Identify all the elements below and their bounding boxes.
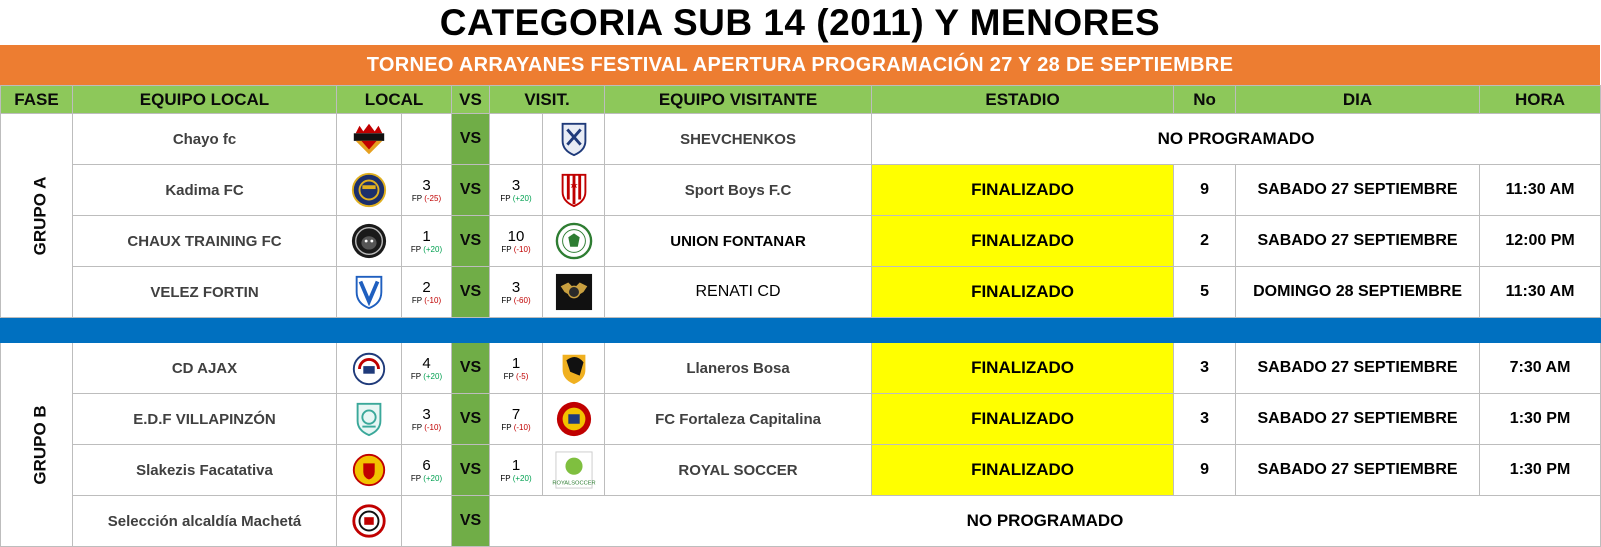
away-score-cell: [490, 267, 543, 318]
header-visit: VISIT.: [490, 86, 605, 114]
page-title: CATEGORIA SUB 14 (2011) Y MENORES: [439, 1, 1161, 43]
away-fp: FP (-60): [501, 295, 531, 305]
match-number: 3: [1174, 394, 1236, 445]
away-score-cell: [490, 114, 543, 165]
home-fp: FP (+20): [410, 244, 443, 254]
velez-fortin-logo-icon: [350, 273, 388, 311]
header-equipo-visitante: EQUIPO VISITANTE: [605, 86, 872, 114]
away-team: Sport Boys F.C: [605, 165, 872, 216]
home-score: 1: [422, 227, 431, 245]
match-time: 7:30 AM: [1480, 343, 1601, 394]
home-fp: FP (-10): [411, 295, 442, 305]
away-logo-cell: [543, 267, 605, 318]
away-fp: FP (-5): [503, 371, 529, 381]
home-logo-cell: [337, 394, 402, 445]
home-fp: FP (+20): [410, 473, 443, 483]
slakezis-logo-icon: [350, 451, 388, 489]
home-logo-cell: [337, 343, 402, 394]
away-team: SHEVCHENKOS: [605, 114, 872, 165]
edf-villapinzon-logo-icon: [350, 400, 388, 438]
match-row: [1, 114, 1601, 165]
union-fontanar-logo-icon: [555, 222, 593, 260]
vs-cell: VS: [452, 343, 490, 394]
home-score-cell: [402, 216, 452, 267]
match-day: SABADO 27 SEPTIEMBRE: [1236, 445, 1480, 496]
away-score-cell: [490, 343, 543, 394]
home-score: 2: [422, 278, 431, 296]
away-logo-cell: [543, 343, 605, 394]
away-logo-cell: [543, 165, 605, 216]
vs-cell: VS: [452, 114, 490, 165]
chaux-training-logo-icon: [350, 222, 388, 260]
group-separator: [1, 318, 1601, 343]
away-score-cell: [490, 394, 543, 445]
vs-cell: VS: [452, 496, 490, 547]
header-row: [1, 86, 1601, 114]
kadima-fc-logo-icon: [350, 171, 388, 209]
header-dia: DIA: [1236, 86, 1480, 114]
away-score-cell: [490, 165, 543, 216]
home-score-cell: [402, 343, 452, 394]
match-status: NO PROGRAMADO: [490, 496, 1601, 547]
home-fp: FP (+20): [410, 371, 443, 381]
match-number: 9: [1174, 165, 1236, 216]
away-logo-cell: [543, 114, 605, 165]
away-score: 1: [511, 354, 521, 372]
home-score: 6: [422, 456, 431, 474]
header-vs: VS: [452, 86, 490, 114]
home-score: 4: [422, 354, 431, 372]
away-fp: FP (-10): [501, 422, 531, 432]
away-score: 3: [511, 278, 521, 296]
away-score: 3: [511, 176, 521, 194]
match-time: 11:30 AM: [1480, 165, 1601, 216]
home-logo-cell: [337, 114, 402, 165]
header-no: No: [1174, 86, 1236, 114]
group-b-cell: [1, 343, 73, 547]
llaneros-bosa-logo-icon: [555, 349, 593, 387]
header-estadio: ESTADIO: [872, 86, 1174, 114]
match-status: FINALIZADO: [872, 216, 1174, 267]
match-row: [1, 445, 1601, 496]
tournament-banner: TORNEO ARRAYANES FESTIVAL APERTURA PROGRAMACIÓN 27 Y 28 DE SEPTIEMBRE: [0, 45, 1600, 85]
group-a-label: GRUPO A: [30, 176, 50, 255]
svg-text:ROYALSOCCER: ROYALSOCCER: [551, 480, 596, 487]
home-logo-cell: [337, 216, 402, 267]
match-number: 9: [1174, 445, 1236, 496]
away-logo-cell: [543, 216, 605, 267]
away-score-cell: [490, 216, 543, 267]
away-logo-cell: [543, 445, 605, 496]
match-day: SABADO 27 SEPTIEMBRE: [1236, 165, 1480, 216]
home-score-cell: [402, 267, 452, 318]
home-team: Chayo fc: [73, 114, 337, 165]
machete-logo-icon: [350, 502, 388, 540]
match-status: FINALIZADO: [872, 267, 1174, 318]
match-day: DOMINGO 28 SEPTIEMBRE: [1236, 267, 1480, 318]
match-row: [1, 343, 1601, 394]
home-score: 3: [422, 405, 431, 423]
match-day: SABADO 27 SEPTIEMBRE: [1236, 394, 1480, 445]
home-team: E.D.F VILLAPINZÓN: [73, 394, 337, 445]
match-row: [1, 165, 1601, 216]
home-team: Selección alcaldía Machetá: [73, 496, 337, 547]
home-team: CHAUX TRAINING FC: [73, 216, 337, 267]
home-team: Kadima FC: [73, 165, 337, 216]
away-score: 7: [511, 405, 521, 423]
sport-boys-logo-icon: [555, 171, 593, 209]
home-logo-cell: [337, 267, 402, 318]
away-team: RENATI CD: [605, 267, 872, 318]
match-status: FINALIZADO: [872, 343, 1174, 394]
home-score: 3: [422, 176, 431, 194]
match-status: FINALIZADO: [872, 165, 1174, 216]
away-team: ROYAL SOCCER: [605, 445, 872, 496]
away-score-cell: [490, 445, 543, 496]
home-team: CD AJAX: [73, 343, 337, 394]
away-fp: FP (+20): [500, 473, 532, 483]
header-equipo-local: EQUIPO LOCAL: [73, 86, 337, 114]
match-status: FINALIZADO: [872, 394, 1174, 445]
renati-cd-logo-icon: [555, 273, 593, 311]
royal-soccer-logo-icon: [551, 451, 596, 489]
home-fp: FP (-10): [411, 422, 442, 432]
match-status: NO PROGRAMADO: [872, 114, 1601, 165]
home-logo-cell: [337, 165, 402, 216]
home-team: VELEZ FORTIN: [73, 267, 337, 318]
home-fp: FP (-25): [411, 193, 442, 203]
match-number: 5: [1174, 267, 1236, 318]
schedule-table: [0, 85, 1601, 547]
vs-cell: VS: [452, 394, 490, 445]
match-day: SABADO 27 SEPTIEMBRE: [1236, 216, 1480, 267]
away-score: 1: [511, 456, 521, 474]
home-logo-cell: [337, 445, 402, 496]
away-team: UNION FONTANAR: [605, 216, 872, 267]
header-fase: FASE: [1, 86, 73, 114]
match-status: FINALIZADO: [872, 445, 1174, 496]
match-number: 3: [1174, 343, 1236, 394]
home-logo-cell: [337, 496, 402, 547]
match-day: SABADO 27 SEPTIEMBRE: [1236, 343, 1480, 394]
away-fp: FP (+20): [500, 193, 532, 203]
home-score-cell: [402, 394, 452, 445]
fc-fortaleza-logo-icon: [555, 400, 593, 438]
cd-ajax-logo-icon: [350, 349, 388, 387]
header-hora: HORA: [1480, 86, 1601, 114]
match-row: [1, 267, 1601, 318]
away-team: Llaneros Bosa: [605, 343, 872, 394]
home-score-cell: [402, 445, 452, 496]
header-local: LOCAL: [337, 86, 452, 114]
match-number: 2: [1174, 216, 1236, 267]
home-score-cell: [402, 114, 452, 165]
home-score-cell: [402, 496, 452, 547]
away-team: FC Fortaleza Capitalina: [605, 394, 872, 445]
shevchenkos-logo-icon: [555, 120, 593, 158]
match-time: 12:00 PM: [1480, 216, 1601, 267]
match-row: [1, 394, 1601, 445]
away-score: 10: [507, 227, 525, 245]
home-score-cell: [402, 165, 452, 216]
away-fp: FP (-10): [501, 244, 531, 254]
vs-cell: VS: [452, 267, 490, 318]
group-b-label: GRUPO B: [30, 404, 50, 485]
vs-cell: VS: [452, 445, 490, 496]
group-a-cell: [1, 114, 73, 318]
home-team: Slakezis Facatativa: [73, 445, 337, 496]
match-row: [1, 496, 1601, 547]
match-time: 1:30 PM: [1480, 445, 1601, 496]
vs-cell: VS: [452, 216, 490, 267]
match-row: [1, 216, 1601, 267]
match-time: 11:30 AM: [1480, 267, 1601, 318]
vs-cell: VS: [452, 165, 490, 216]
chayo-fc-logo-icon: [350, 120, 388, 158]
match-time: 1:30 PM: [1480, 394, 1601, 445]
away-logo-cell: [543, 394, 605, 445]
